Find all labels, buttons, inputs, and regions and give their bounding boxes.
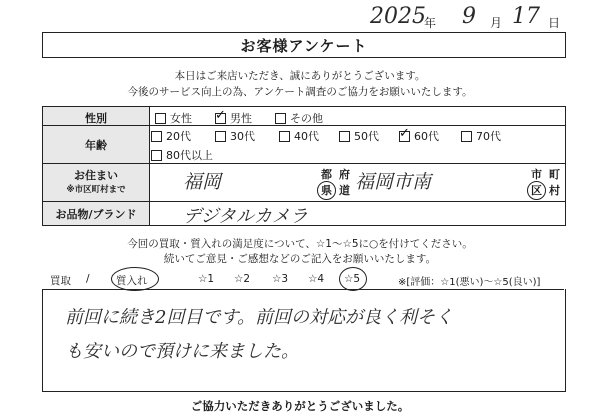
gender-option-female[interactable]: 女性 — [155, 110, 192, 126]
row-divider — [43, 163, 565, 164]
check-mark-icon: ✓ — [215, 107, 226, 123]
circle-mark — [527, 181, 546, 200]
city-unit-machi: 町 — [549, 168, 560, 181]
gender-option-male[interactable]: ✓ 男性 — [215, 107, 252, 125]
checkbox[interactable] — [151, 150, 162, 161]
comment-line-1: 前回に続き2回目です。前回の対応が良く利そく — [65, 307, 454, 328]
star-4[interactable]: ☆4 — [308, 273, 325, 285]
checkbox[interactable] — [155, 113, 166, 124]
star-2[interactable]: ☆2 — [234, 273, 251, 285]
date-month-unit: 月 — [490, 16, 503, 30]
customer-info-form — [42, 106, 566, 226]
checkbox[interactable] — [461, 131, 472, 142]
type-kaitori[interactable]: 買取 — [50, 275, 71, 287]
age-option-80plus[interactable]: 80代以上 — [151, 147, 213, 163]
comment-box[interactable] — [42, 289, 566, 392]
gender-label: 性別 — [85, 112, 107, 125]
product-value[interactable]: デジタルカメラ — [183, 206, 308, 227]
pref-unit-do: 道 — [339, 184, 350, 197]
product-label: お品物/ブランド — [55, 208, 137, 221]
survey-title: お客様アンケート — [42, 32, 566, 58]
city-unit-mura: 村 — [549, 184, 560, 197]
age-option-50s[interactable]: 50代 — [339, 128, 379, 144]
age-option-40s[interactable]: 40代 — [279, 128, 319, 144]
age-option-30s[interactable]: 30代 — [215, 128, 255, 144]
prefecture-value[interactable]: 福岡 — [183, 171, 222, 193]
star-3[interactable]: ☆3 — [272, 273, 289, 285]
date-day: 17 — [512, 4, 540, 29]
checkbox[interactable] — [151, 131, 162, 142]
date-month: 9 — [462, 4, 476, 29]
city-unit-shi: 市 — [531, 168, 542, 181]
age-option-60s[interactable]: ✓ 60代 — [399, 125, 439, 143]
star-1[interactable]: ☆1 — [198, 273, 215, 285]
city-unit-ku: 区 — [531, 184, 542, 197]
rating-row — [42, 271, 564, 290]
city-value[interactable]: 福岡市南 — [355, 171, 432, 193]
checkbox[interactable] — [279, 131, 290, 142]
circle-mark — [111, 267, 159, 291]
pref-unit-ken: 県 — [321, 184, 332, 197]
gender-option-other[interactable]: その他 — [275, 110, 323, 126]
type-separator: / — [86, 273, 90, 285]
intro-line-1: 本日はご来店いただき、誠にありがとうございます。 — [174, 70, 426, 82]
date-year-unit: 年 — [424, 16, 437, 30]
age-option-70s[interactable]: 70代 — [461, 128, 501, 144]
type-shichiire[interactable]: 質入れ — [116, 275, 148, 287]
comment-line-2: も安いので預けに来ました。 — [65, 341, 299, 362]
checkbox-checked[interactable] — [215, 107, 226, 124]
intro-line-2: 今後のサービス向上の為、アンケート調査のご協力をお願いいたします。 — [127, 86, 473, 98]
circle-mark — [317, 181, 336, 200]
circle-mark — [339, 267, 367, 291]
address-label: お住まい — [74, 169, 118, 182]
satisfaction-line-2: 続いてご意見・ご感想などのご記入をお願いいたします。 — [163, 253, 437, 265]
address-sublabel: ※市区町村まで — [66, 185, 126, 195]
checkbox[interactable] — [215, 131, 226, 142]
age-option-20s[interactable]: 20代 — [151, 128, 191, 144]
checkbox[interactable] — [339, 131, 350, 142]
thank-you-message: ご協力いただきありがとうございました。 — [190, 399, 410, 413]
satisfaction-line-1: 今回の買取・質入れの満足度について、☆1～☆5に○を付けてください。 — [127, 238, 473, 250]
age-label: 年齢 — [85, 139, 107, 152]
star-5[interactable]: ☆5 — [344, 273, 361, 285]
pref-unit-fu: 府 — [339, 168, 350, 181]
date-year: 2025 — [370, 4, 426, 29]
checkbox[interactable] — [275, 113, 286, 124]
date-day-unit: 日 — [548, 16, 561, 30]
checkbox-checked[interactable] — [399, 125, 410, 142]
rating-legend: ※[評価：☆1(悪い)～☆5(良い)] — [398, 277, 541, 288]
check-mark-icon: ✓ — [399, 125, 410, 141]
pref-unit-to: 都 — [321, 168, 332, 181]
